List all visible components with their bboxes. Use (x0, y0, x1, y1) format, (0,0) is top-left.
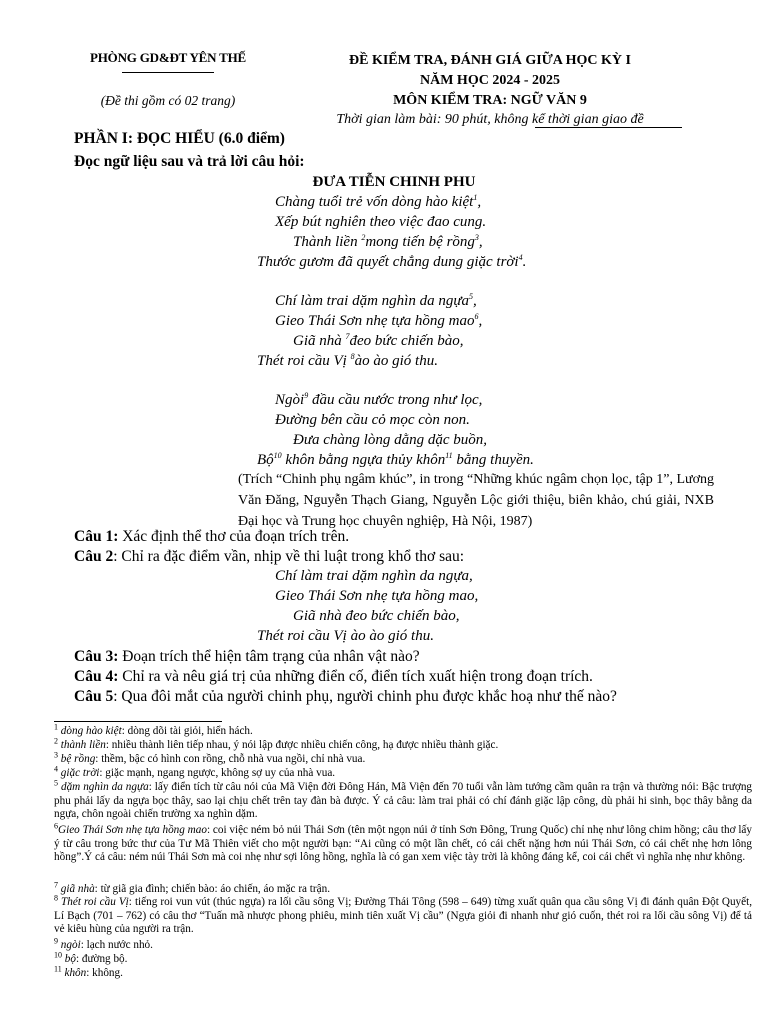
poem-line: Thước gươm đã quyết chẳng dung giặc trời$^4$. (257, 253, 527, 270)
poem-citation: (Trích “Chinh phụ ngâm khúc”, in trong “Những khúc ngâm chọn lọc, tập 1”, Lương Văn Đăng, Nguyễn Thạch Giang, Nguyễn Lộc giới thiệu, biên khảo, chú giải, NXB Đại học và Trung học chuyên nghiệp, Hà Nội, 1987) (238, 472, 714, 529)
footnote-2: $^2$ thành liền: nhiều thành liên tiếp nhau, ý nói lập được nhiều chiến công, hạ được nhiều thành giặc. (54, 736, 499, 751)
footnote-11: $^{11}$ khôn: không. (54, 964, 123, 979)
footnote-8: $^8$ Thét roi cầu Vị: tiếng roi vun vút (thúc ngựa) ra lối cầu sông Vị; Đường Thái Tông (598 – 649) từng xuất quân qua cầu sông Vị đi đánh quân Đột Quyết, Lí Bạch (701 – 762) có câu thơ “Tuấn mã nhược phong phiêu, minh tiên xuất Vị cầu” (Ngựa giỏi đi nhanh như gió cuốn, thét roi ra lối cầu sông Vị) để tả vẻ kiêu hùng của người ra trận. (54, 893, 753, 935)
footnote-10: $^{10}$ bộ: đường bộ. (54, 950, 128, 965)
instruction: Đọc ngữ liệu sau và trả lời câu hỏi: (74, 153, 305, 170)
footnote-4: $^4$ giặc trời: giặc mạnh, ngang ngược, không sợ uy của nhà vua. (54, 764, 336, 779)
poem-title: ĐƯA TIỄN CHINH PHU (312, 174, 476, 190)
poem-line: Đưa chàng lòng dằng dặc buồn, (293, 432, 487, 448)
poem-line: Thét roi cầu Vị $^8$ào ào gió thu. (257, 352, 438, 369)
quoted-line: Chí làm trai dặm nghìn da ngựa, (275, 568, 473, 584)
department-underline (122, 72, 214, 73)
footnote-5: $^5$ dặm nghìn da ngựa: lấy điển tích từ câu nói của Mã Viện đời Đông Hán, Mã Viện đến 70 tuổi vẫn làm tướng cầm quân ra trận và thường nói: Bậc trượng phu phải lấy da ngựa bọc thây, sao lại chịu chết trên tay đàn bà được. Ý cả câu: làm trai phải có chí đánh giặc lập công, dù phải hi sinh, bọc thây bằng da ngựa, chôn ngoài chiến trường xa nghìn dặm. (54, 778, 753, 820)
poem-line: Đường bên cầu cỏ mọc còn non. (275, 412, 470, 428)
question-2: Câu 2: Chỉ ra đặc điểm vần, nhịp về thi luật trong khổ thơ sau: (74, 548, 465, 565)
poem-line: Giã nhà $^7$đeo bức chiến bào, (293, 332, 464, 349)
footnote-1: $^1$ dòng hào kiệt: dòng dõi tài giỏi, hiển hách. (54, 722, 253, 737)
pages-note: (Đề thi gồm có 02 trang) (100, 93, 236, 108)
poem-line: Ngòi$^9$ đầu cầu nước trong như lọc, (275, 391, 483, 408)
poem-line: Chàng tuổi trẻ vốn dòng hào kiệt$^1$, (275, 193, 482, 210)
poem-line: Xếp bút nghiên theo việc đao cung. (275, 214, 487, 230)
question-5: Câu 5: Qua đôi mắt của người chinh phụ, người chinh phu được khắc hoạ như thế nào? (74, 688, 617, 705)
footnote-3: $^3$ bệ rồng: thềm, bậc có hình con rồng, chỗ nhà vua ngồi, chỉ nhà vua. (54, 750, 366, 765)
footnote-separator (54, 721, 222, 722)
quoted-line: Thét roi cầu Vị ào ào gió thu. (257, 628, 434, 644)
poem-line: Bộ$^{10}$ khôn bằng ngựa thủy khôn$^{11}$ bằng thuyền. (257, 451, 534, 468)
poem-line: Thành liền $^2$mong tiến bệ rồng$^3$, (293, 233, 483, 250)
school-year: NĂM HỌC 2024 - 2025 (420, 73, 560, 88)
question-1: Câu 1: Xác định thể thơ của đoạn trích trên. (74, 528, 350, 545)
footnote-9: $^9$ ngòi: lạch nước nhỏ. (54, 936, 153, 951)
question-3: Câu 3: Đoạn trích thể hiện tâm trạng của nhân vật nào? (74, 648, 420, 665)
footnote-6: $^6$Gieo Thái Sơn nhẹ tựa hồng mao: coi việc ném bỏ núi Thái Sơn (tên một ngọn núi ở tỉnh Sơn Đông, Trung Quốc) chỉ nhẹ như lông chim hồng; câu thơ lấy ý từ câu trong bức thư của Tư Mã Thiên viết cho một người bạn: “Ai cũng có một lần chết, có cái chết nặng hơn núi Thái Sơn, có cái chết nhẹ hơn lông hồng”.Ý cả câu: ném núi Thái Sơn mà coi nhẹ như sợi lông hồng, nghĩa là có gan xem việc tày trời là không đáng kể, coi cái chết vì nghĩa nhẹ như không. (54, 821, 752, 863)
quoted-line: Giã nhà đeo bức chiến bào, (293, 608, 460, 624)
subject: MÔN KIỂM TRA: NGỮ VĂN 9 (393, 93, 587, 108)
poem-line: Chí làm trai dặm nghìn da ngựa$^5$, (275, 292, 477, 309)
time-limit: Thời gian làm bài: 90 phút, không kể thời gian giao đề (336, 112, 644, 127)
section-title: PHẦN I: ĐỌC HIỂU (6.0 điểm) (74, 130, 285, 147)
question-4: Câu 4: Chỉ ra và nêu giá trị của những điển cố, điển tích xuất hiện trong đoạn trích. (74, 668, 593, 685)
footnote-7: $^7$ giã nhà: từ giã gia đình; chiến bào: áo chiến, áo mặc ra trận. (54, 880, 330, 895)
header-left (58, 50, 278, 109)
time-underline (535, 127, 682, 128)
exam-title: ĐỀ KIỂM TRA, ĐÁNH GIÁ GIỮA HỌC KỲ I (349, 53, 631, 68)
header-right (300, 51, 680, 129)
poem-line: Gieo Thái Sơn nhẹ tựa hồng mao$^6$, (275, 312, 483, 329)
department-name: PHÒNG GD&ĐT YÊN THẾ (90, 50, 246, 65)
quoted-line: Gieo Thái Sơn nhẹ tựa hồng mao, (275, 588, 479, 604)
